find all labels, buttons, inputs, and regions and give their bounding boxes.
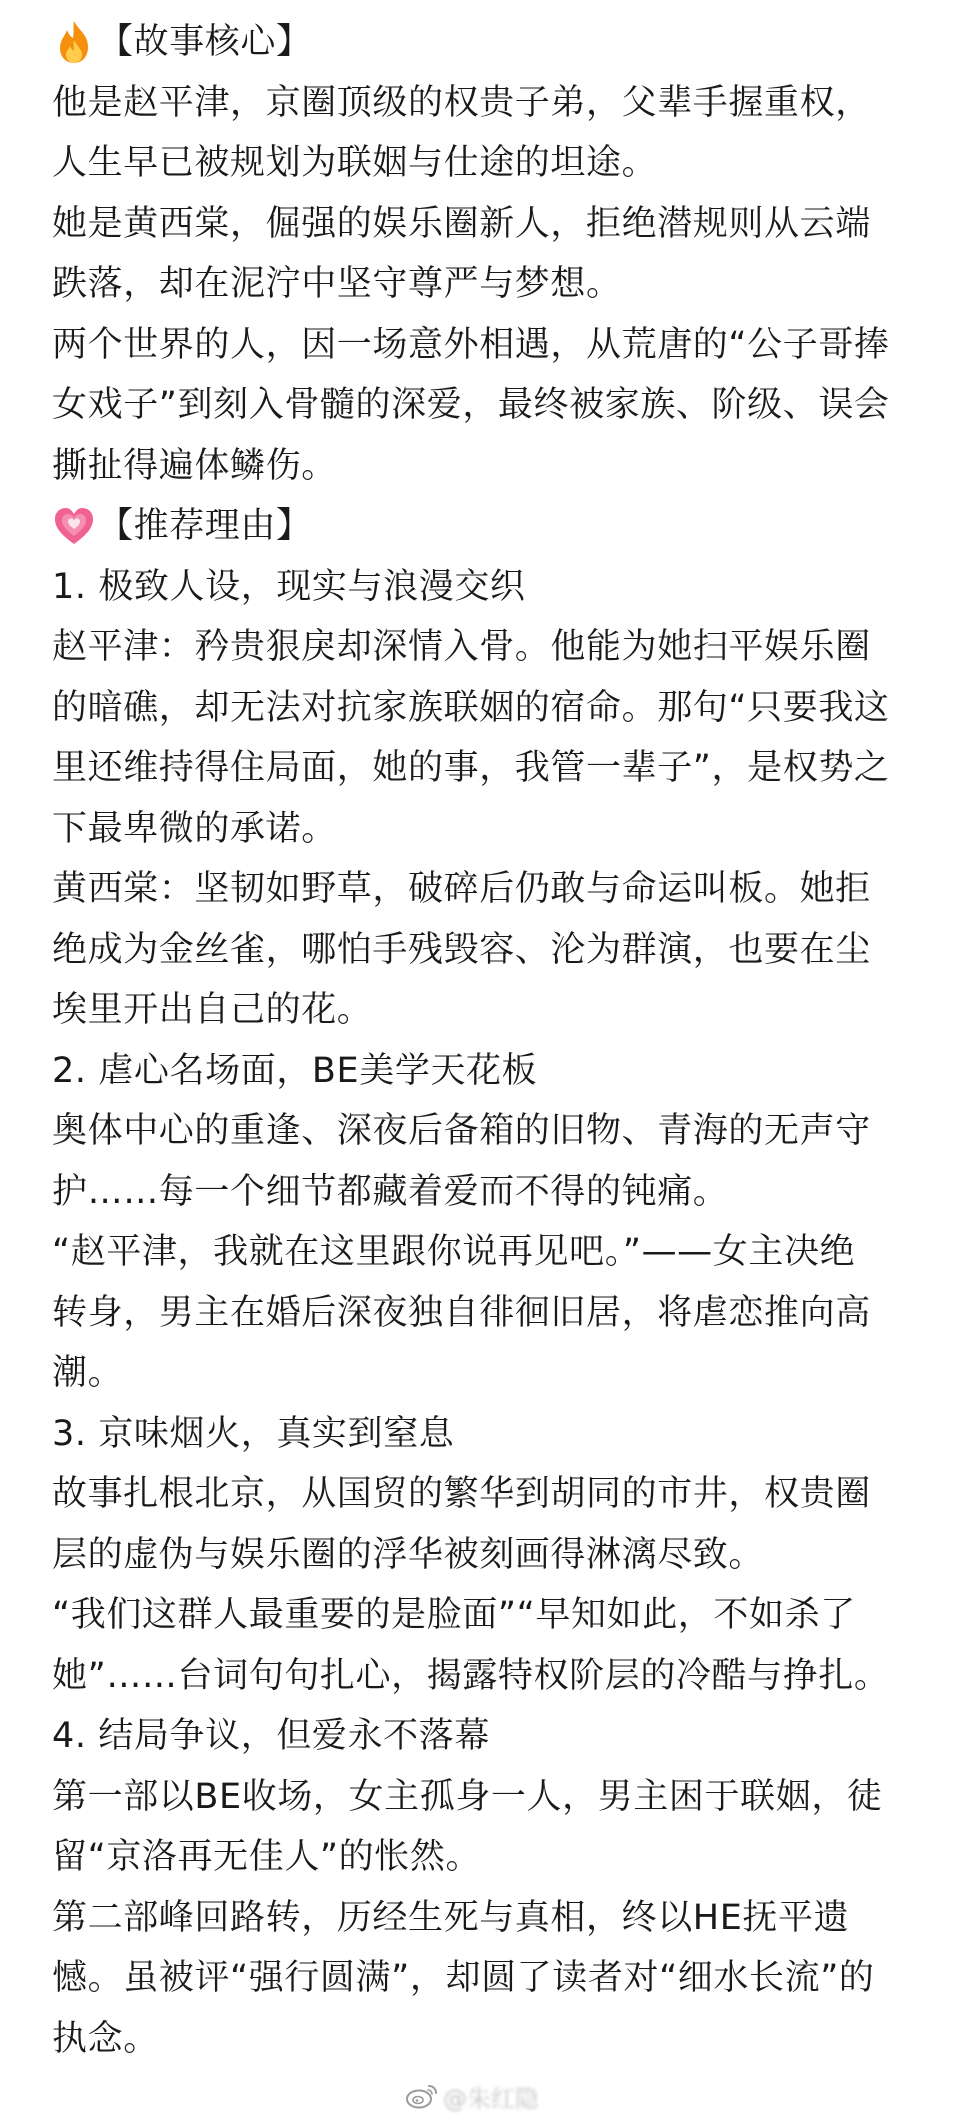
reason-paragraph-line: 层的虚伪与娱乐圈的浮华被刻画得淋漓尽致。 <box>52 1534 765 1575</box>
reason-paragraph-line: 第二部峰回路转，历经生死与真相，终以HE抚平遗 <box>52 1897 850 1938</box>
reason-heading-text: 【推荐理由】 <box>98 506 312 546</box>
reason-paragraph-line: 下最卑微的承诺。 <box>52 808 337 849</box>
reason-paragraph-line: 第一部以BE收场，女主孤身一人，男主困于联姻，徒 <box>52 1776 883 1817</box>
article-body <box>52 12 912 2069</box>
reason-paragraph-line: 3. 京味烟火，真实到窒息 <box>52 1413 455 1454</box>
reason-paragraph-line: “我们这群人最重要的是脸面”“早知如此，不如杀了 <box>52 1595 856 1635</box>
weibo-logo-icon <box>405 2082 439 2110</box>
reason-paragraph-line: 绝成为金丝雀，哪怕手残毁容、沦为群演，也要在尘 <box>52 929 871 970</box>
reason-paragraph-line: 转身，男主在婚后深夜独自徘徊旧居，将虐恋推向高 <box>52 1292 871 1333</box>
reason-paragraph-line: 护……每一个细节都藏着爱而不得的钝痛。 <box>52 1171 729 1212</box>
story-paragraph-line: 女戏子”到刻入骨髓的深爱，最终被家族、阶级、误会 <box>52 385 890 425</box>
story-heading <box>52 12 912 73</box>
growing-heart-icon <box>52 502 96 550</box>
reason-paragraph-line: “赵平津，我就在这里跟你说再见吧。”——女主决绝 <box>52 1232 856 1272</box>
story-paragraph-line: 人生早已被规划为联姻与仕途的坦途。 <box>52 143 658 183</box>
story-paragraph-line: 跌落，却在泥泞中坚守尊严与梦想。 <box>52 264 622 304</box>
story-paragraph-line: 两个世界的人，因一场意外相遇，从荒唐的“公子哥捧 <box>52 324 890 365</box>
reason-paragraph-line: 里还维持得住局面，她的事，我管一辈子”，是权势之 <box>52 748 890 788</box>
reason-paragraph-line: 的暗礁，却无法对抗家族联姻的宿命。那句“只要我这 <box>52 687 890 728</box>
fire-icon <box>52 18 96 66</box>
reason-paragraph-line: 留“京洛再无佳人”的怅然。 <box>52 1837 482 1877</box>
reason-paragraph-line: 赵平津：矜贵狠戾却深情入骨。他能为她扫平娱乐圈 <box>52 627 871 667</box>
reason-paragraph-line: 黄西棠：坚韧如野草，破碎后仍敢与命运叫板。她拒 <box>52 869 871 909</box>
reason-paragraph-line: 故事扎根北京，从国贸的繁华到胡同的市井，权贵圈 <box>52 1474 871 1514</box>
reason-paragraph-line: 奥体中心的重逢、深夜后备箱的旧物、青海的无声守 <box>52 1111 871 1151</box>
reason-paragraph-line: 1. 极致人设，现实与浪漫交织 <box>52 566 526 607</box>
story-paragraph-line: 撕扯得遍体鳞伤。 <box>52 445 337 486</box>
weibo-watermark <box>405 2078 539 2114</box>
reason-paragraph-line: 2. 虐心名场面，BE美学天花板 <box>52 1050 538 1091</box>
watermark-text: @朱红隐 <box>443 2084 539 2113</box>
reason-paragraph-line: 她”……台词句句扎心，揭露特权阶层的冷酷与挣扎。 <box>52 1655 890 1696</box>
reason-paragraph-line: 4. 结局争议，但爱永不落幕 <box>52 1716 490 1756</box>
story-heading-text: 【故事核心】 <box>98 22 312 62</box>
reason-heading <box>52 496 912 557</box>
reason-paragraph-line: 执念。 <box>52 2018 159 2059</box>
reason-paragraph-line: 憾。虽被评“强行圆满”，却圆了读者对“细水长流”的 <box>52 1958 875 1998</box>
story-paragraph-line: 他是赵平津，京圈顶级的权贵子弟，父辈手握重权， <box>52 82 871 123</box>
reason-paragraph-line: 埃里开出自己的花。 <box>52 990 373 1030</box>
reason-paragraph-line: 潮。 <box>52 1353 124 1393</box>
story-paragraph-line: 她是黄西棠，倔强的娱乐圈新人，拒绝潜规则从云端 <box>52 203 871 244</box>
